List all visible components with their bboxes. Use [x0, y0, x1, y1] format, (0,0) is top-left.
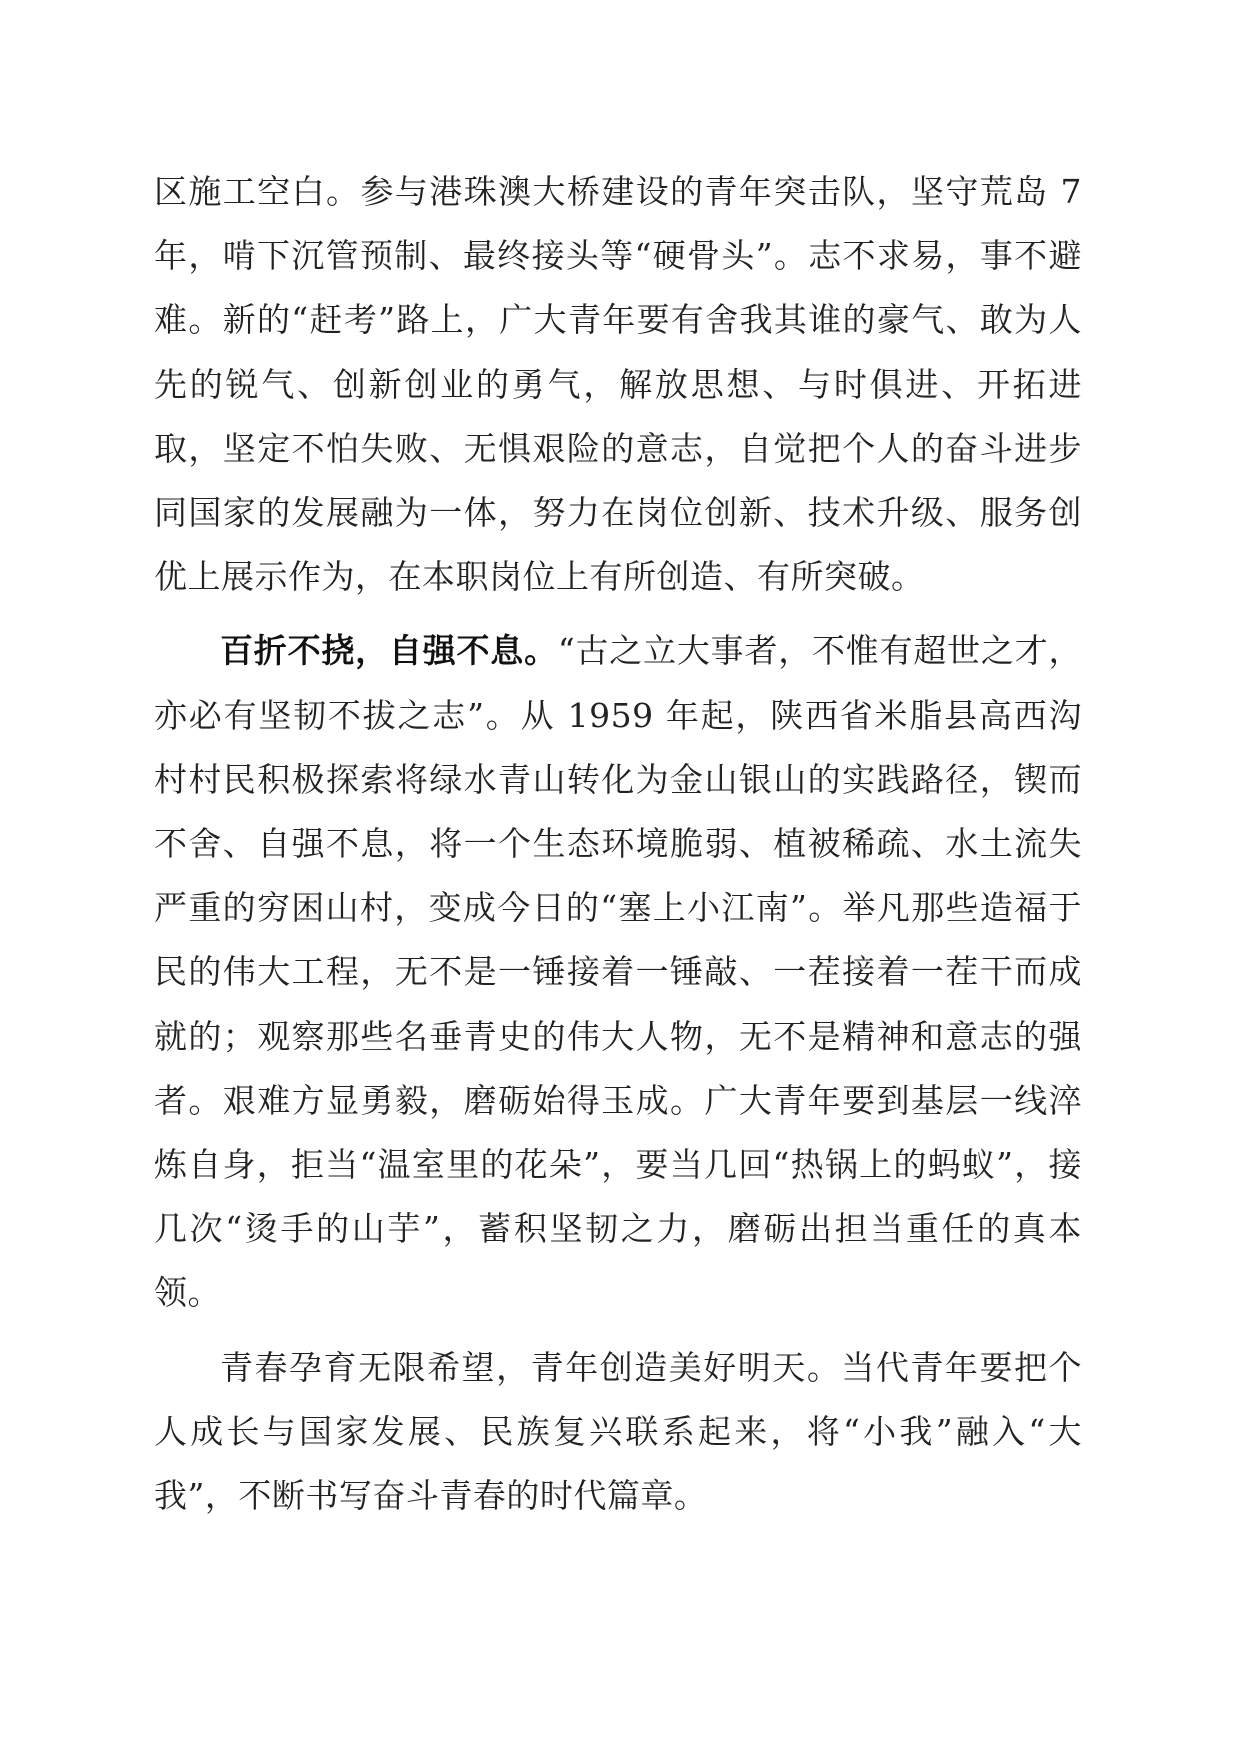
- paragraph-perseverance: [154, 619, 1082, 1325]
- paragraph-text: 区施工空白。参与港珠澳大桥建设的青年突击队，坚守荒岛 7 年，啃下沉管预制、最终接头等“硬骨头”。志不求易，事不避难。新的“赶考”路上，广大青年要有舍我其谁的豪气、敢为人先的锐气、创新创业的勇气，解放思想、与时俱进、开拓进取，坚定不怕失败、无惧艰险的意志，自觉把个人的奋斗进步同国家的发展融为一体，努力在岗位创新、技术升级、服务创优上展示作为，在本职岗位上有所创造、有所突破。: [154, 172, 1082, 597]
- paragraph-text: “古之立大事者，不惟有超世之才，亦必有坚韧不拔之志”。从 1959 年起，陕西省米脂县高西沟村村民积极探索将绿水青山转化为金山银山的实践路径，锲而不舍、自强不息，将一个生态环境脆弱、植被稀疏、水土流失严重的穷困山村，变成今日的“塞上小江南”。举凡那些造福于民的伟大工程，无不是一锤接着一锤敲、一茬接着一茬干而成就的；观察那些名垂青史的伟大人物，无不是精神和意志的强者。艰难方显勇毅，磨砺始得玉成。广大青年要到基层一线淬炼自身，拒当“温室里的花朵”，要当几回“热锅上的蚂蚁”，接几次“烫手的山芋”，蓄积坚韧之力，磨砺出担当重任的真本领。: [154, 631, 1083, 1313]
- paragraph-continuation: [154, 160, 1082, 609]
- document-page: [154, 160, 1082, 1528]
- paragraph-text: 青春孕育无限希望，青年创造美好明天。当代青年要把个人成长与国家发展、民族复兴联系起来，将“小我”融入“大我”，不断书写奋斗青春的时代篇章。: [154, 1347, 1082, 1516]
- paragraph-lead-heading: 百折不挠，自强不息。: [220, 631, 558, 671]
- paragraph-conclusion: [154, 1336, 1082, 1529]
